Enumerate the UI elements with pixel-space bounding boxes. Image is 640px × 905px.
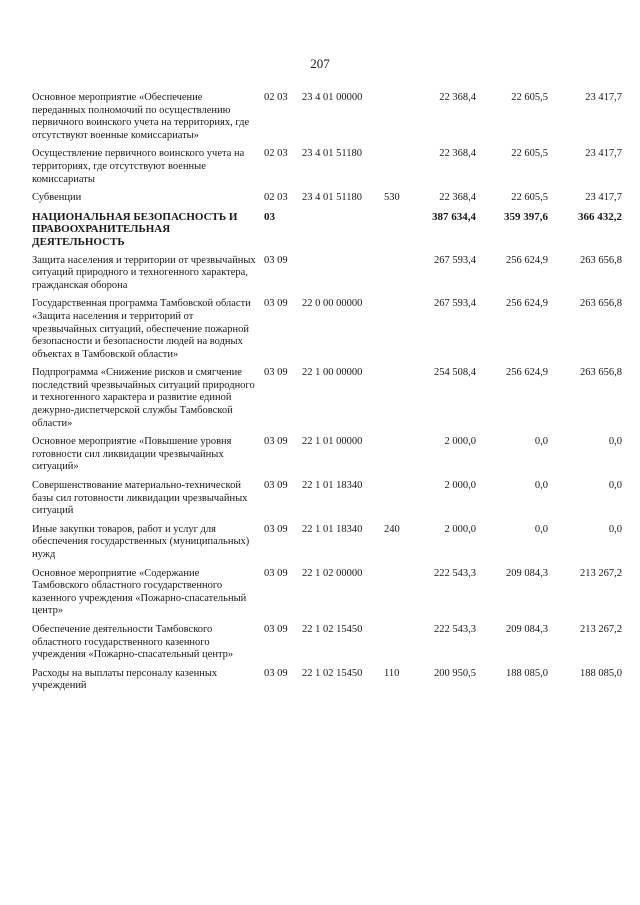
row-section-code: 03 09 [264, 254, 288, 266]
table-row [32, 367, 622, 436]
row-expense-type [384, 255, 404, 299]
row-expense-type [384, 480, 404, 524]
row-name: Осуществление первичного воинского учета на территориях, где отсутствуют военные комиссариаты [32, 148, 245, 185]
row-value-year3: 0,0 [608, 436, 622, 448]
row-value-year1: 22 368,4 [439, 92, 476, 103]
row-target-code: 23 4 01 51180 [302, 192, 362, 204]
row-value-year2: 209 084,3 [506, 623, 548, 635]
row-section-code: 03 09 [264, 480, 288, 492]
row-section-code: 03 09 [264, 298, 288, 310]
table-row [32, 668, 622, 699]
table-row [32, 148, 622, 192]
row-name: Подпрограмма «Снижение рисков и смягчение последствий чрезвычайных ситуаций природного и техногенного характера и развитие единой дежурно-диспетчерской службы Тамбовской области» [32, 367, 255, 429]
row-value-year1: 254 508,4 [434, 367, 476, 379]
row-expense-type [384, 568, 404, 624]
row-value-year2: 256 624,9 [506, 367, 548, 379]
row-name: Основное мероприятие «Повышение уровня готовности сил ликвидации чрезвычайных ситуаций» [32, 436, 232, 473]
row-target-code: 22 1 01 18340 [302, 523, 363, 535]
row-value-year3: 0,0 [608, 480, 622, 492]
row-name: Защита населения и территории от чрезвычайных ситуаций природного и техногенного характера, гражданская оборона [32, 254, 256, 291]
row-target-code: 23 4 01 51180 [302, 148, 362, 160]
row-value-year1: 222 543,3 [434, 623, 476, 635]
budget-table [32, 92, 622, 699]
row-name: НАЦИОНАЛЬНАЯ БЕЗОПАСНОСТЬ И ПРАВООХРАНИТЕЛЬНАЯ ДЕЯТЕЛЬНОСТЬ [32, 210, 238, 248]
row-section-code: 03 09 [264, 523, 288, 535]
row-target-code: 23 4 01 00000 [302, 92, 363, 103]
row-value-year3: 263 656,8 [580, 298, 622, 310]
table-row [32, 624, 622, 668]
row-name: Совершенствование материально-технической базы сил готовности ликвидации чрезвычайных ситуаций [32, 480, 248, 517]
table-row [32, 298, 622, 367]
row-section-code: 03 09 [264, 623, 288, 635]
row-section-code: 02 03 [264, 148, 288, 160]
row-value-year1: 2 000,0 [444, 480, 476, 492]
row-name: Основное мероприятие «Обеспечение переданных полномочий по осуществлению первичного воинского учета на территориях, где отсутствуют военные комиссариаты» [32, 92, 250, 141]
row-name: Государственная программа Тамбовской области «Защита населения и территорий от чрезвычайных ситуаций, обеспечение пожарной безопасности и безопасности людей на водных объектах в Тамбовской области» [32, 298, 251, 360]
row-value-year2: 0,0 [534, 436, 548, 448]
row-value-year2: 22 605,5 [511, 192, 548, 204]
row-target-code: 22 1 02 00000 [302, 567, 363, 579]
row-value-year3: 263 656,8 [580, 254, 622, 266]
table-row [32, 480, 622, 524]
row-target-code [302, 255, 384, 299]
row-expense-type: 530 [384, 192, 400, 204]
row-value-year3: 23 417,7 [585, 192, 622, 204]
row-value-year1: 387 634,4 [432, 210, 476, 223]
row-value-year3: 213 267,2 [580, 567, 622, 579]
row-value-year3: 366 432,2 [578, 210, 622, 223]
row-expense-type [384, 298, 404, 367]
table-row [32, 92, 622, 148]
table-row [32, 192, 622, 211]
row-section-code: 03 09 [264, 667, 288, 679]
row-value-year1: 2 000,0 [444, 523, 476, 535]
row-value-year2: 188 085,0 [506, 667, 548, 679]
row-value-year1: 22 368,4 [439, 192, 476, 204]
row-value-year2: 256 624,9 [506, 298, 548, 310]
row-value-year2: 22 605,5 [511, 92, 548, 103]
row-section-code: 02 03 [264, 92, 288, 103]
row-value-year2: 209 084,3 [506, 567, 548, 579]
row-section-code: 02 03 [264, 192, 288, 204]
row-expense-type: 240 [384, 523, 400, 535]
row-target-code: 22 1 00 00000 [302, 367, 363, 379]
row-value-year3: 188 085,0 [580, 667, 622, 679]
row-value-year2: 359 397,6 [504, 210, 548, 223]
row-expense-type [384, 436, 404, 480]
row-section-code: 03 09 [264, 367, 288, 379]
row-value-year1: 222 543,3 [434, 567, 476, 579]
row-target-code: 22 1 02 15450 [302, 667, 363, 679]
row-value-year1: 200 950,5 [434, 667, 476, 679]
row-expense-type [384, 211, 404, 255]
row-value-year1: 267 593,4 [434, 254, 476, 266]
row-name: Расходы на выплаты персоналу казенных учреждений [32, 667, 218, 692]
row-value-year2: 0,0 [534, 480, 548, 492]
row-value-year3: 23 417,7 [585, 148, 622, 160]
row-target-code: 22 1 01 00000 [302, 436, 363, 448]
table-row [32, 524, 622, 568]
row-value-year1: 2 000,0 [444, 436, 476, 448]
table-row [32, 568, 622, 624]
row-expense-type [384, 92, 404, 148]
table-row [32, 255, 622, 299]
row-expense-type [384, 624, 404, 668]
row-value-year2: 22 605,5 [511, 148, 548, 160]
row-value-year3: 213 267,2 [580, 623, 622, 635]
page-number: 207 [310, 56, 330, 71]
table-row [32, 211, 622, 255]
row-expense-type [384, 148, 404, 192]
row-value-year3: 23 417,7 [585, 92, 622, 103]
row-target-code: 22 0 00 00000 [302, 298, 363, 310]
row-name: Обеспечение деятельности Тамбовского областного государственного казенного учреждения «Пожарно-спасательный центр» [32, 623, 234, 661]
row-target-code: 22 1 02 15450 [302, 623, 363, 635]
row-target-code [302, 211, 384, 255]
row-section-code: 03 09 [264, 567, 288, 579]
row-expense-type: 110 [384, 667, 400, 679]
row-expense-type [384, 367, 404, 436]
row-name: Основное мероприятие «Содержание Тамбовского областного государственного казенного учреждения «Пожарно-спасательный центр» [32, 567, 247, 617]
row-section-code: 03 09 [264, 436, 288, 448]
row-target-code: 22 1 01 18340 [302, 480, 363, 492]
row-value-year1: 267 593,4 [434, 298, 476, 310]
row-value-year1: 22 368,4 [439, 148, 476, 160]
row-name: Иные закупки товаров, работ и услуг для обеспечения государственных (муниципальных) нужд [32, 523, 250, 560]
row-value-year2: 256 624,9 [506, 254, 548, 266]
table-row [32, 436, 622, 480]
row-section-code: 03 [264, 210, 275, 223]
row-value-year3: 263 656,8 [580, 367, 622, 379]
row-name: Субвенции [32, 192, 82, 204]
row-value-year2: 0,0 [534, 523, 548, 535]
row-value-year3: 0,0 [608, 523, 622, 535]
